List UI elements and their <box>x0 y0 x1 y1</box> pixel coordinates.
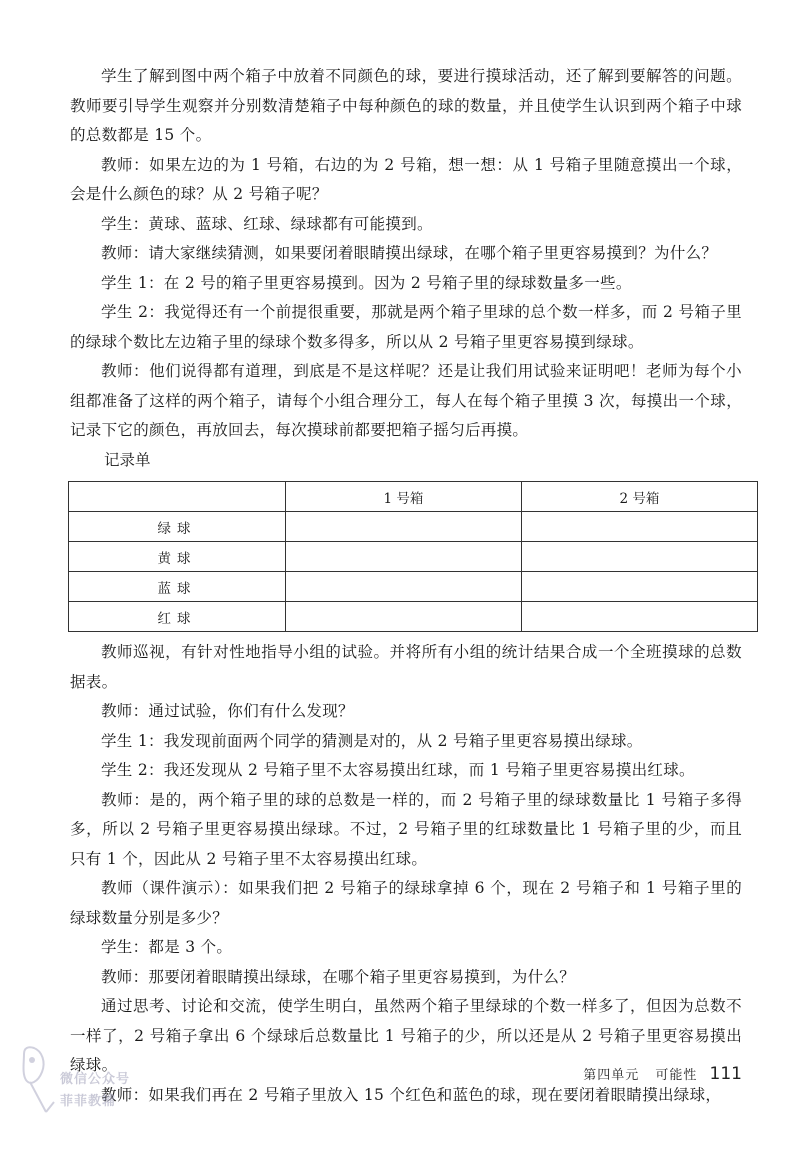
paragraph: 教师：如果我们再在 2 号箱子里放入 15 个红色和蓝色的球，现在要闭着眼睛摸出绿球， <box>101 1085 722 1104</box>
table-row <box>69 602 758 632</box>
paragraph: 教师：请大家继续猜测，如果要闭着眼睛摸出绿球，在哪个箱子里更容易摸到？为什么？ <box>101 244 718 262</box>
page-footer <box>583 1064 742 1084</box>
paragraph: 教师巡视，有针对性地指导小组的试验。并将所有小组的统计结果合成一个全班摸球的总数据表。 <box>70 643 742 691</box>
paragraph: 教师：是的，两个箱子里的球的总数是一样的，而 2 号箱子里的绿球数量比 1 号箱子多得多，所以 2 号箱子里更容易摸出绿球。不过，2 号箱子里的红球数量比 1 号箱子里的少，而且只有 1 个，因此从 2 号箱子里不太容易摸出红球。 <box>70 790 742 868</box>
empty-cell <box>522 602 758 632</box>
empty-cell <box>522 572 758 602</box>
record-sheet-table <box>68 481 758 632</box>
paragraph: 学生：都是 3 个。 <box>101 938 233 956</box>
table-row <box>69 572 758 602</box>
paragraph: 学生 2：我觉得还有一个前提很重要，那就是两个箱子里球的总个数一样多，而 2 号箱子里的绿球个数比左边箱子里的绿球个数多得多，所以从 2 号箱子里更容易摸到绿球。 <box>70 303 742 351</box>
paragraph: 教师：如果左边的为 1 号箱，右边的为 2 号箱，想一想：从 1 号箱子里随意摸出一个球，会是什么颜色的球？从 2 号箱子呢？ <box>70 155 742 203</box>
paragraph: 学生了解到图中两个箱子中放着不同颜色的球，要进行摸球活动，还了解到要解答的问题。教师要引导学生观察并分别数清楚箱子中每种颜色的球的数量，并且使学生认识到两个箱子中球的总数都是 15 个。 <box>70 67 742 144</box>
bottom-paragraphs <box>70 638 742 1110</box>
paragraph: 教师：他们说得都有道理，到底是不是这样呢？还是让我们用试验来证明吧！老师为每个小组都准备了这样的两个箱子，请每个小组合理分工，每人在每个箱子里摸 3 次，每摸出一个球，记录下它的颜色，再放回去，每次摸球前都要把箱子摇匀后再摸。 <box>70 362 742 439</box>
paragraph: 学生 1：我发现前面两个同学的猜测是对的，从 2 号箱子里更容易摸出绿球。 <box>101 731 643 750</box>
paragraph: 教师：那要闭着眼睛摸出绿球，在哪个箱子里更容易摸到，为什么？ <box>101 967 576 986</box>
footer-topic: 可能性 <box>655 1068 698 1083</box>
table-row <box>69 512 758 542</box>
row-label: 蓝球 <box>69 572 286 602</box>
watermark <box>16 1042 156 1122</box>
table-header-cell: 1 号箱 <box>286 482 522 512</box>
paragraph: 教师：通过试验，你们有什么发现？ <box>101 702 354 720</box>
empty-cell <box>286 542 522 572</box>
record-sheet-title: 记录单 <box>104 450 151 469</box>
table-header-cell: 2 号箱 <box>522 482 758 512</box>
row-label: 绿球 <box>69 512 286 542</box>
empty-cell <box>286 512 522 542</box>
footer-unit: 第四单元 <box>583 1068 640 1083</box>
paragraph: 学生 2：我还发现从 2 号箱子里不太容易摸出红球，而 1 号箱子里更容易摸出红球。 <box>101 761 695 779</box>
table-row <box>69 542 758 572</box>
paragraph: 学生：黄球、蓝球、红球、绿球都有可能摸到。 <box>101 214 433 233</box>
table-header-row <box>69 482 758 512</box>
page-number: 111 <box>709 1064 742 1084</box>
paragraph: 通过思考、讨论和交流，使学生明白，虽然两个箱子里绿球的个数一样多了，但因为总数不一样了，2 号箱子拿出 6 个绿球后总数量比 1 号箱子的少，所以还是从 2 号箱子里更容易摸出绿球。 <box>70 997 742 1074</box>
top-paragraphs <box>70 62 742 446</box>
row-label: 黄球 <box>69 542 286 572</box>
paragraph: 教师（课件演示）：如果我们把 2 号箱子的绿球拿掉 6 个，现在 2 号箱子和 1 号箱子里的绿球数量分别是多少？ <box>70 879 742 927</box>
watermark-logo-icon <box>16 1042 64 1122</box>
empty-cell <box>522 512 758 542</box>
row-label: 红球 <box>69 602 286 632</box>
watermark-text: 微信公众号 <box>60 1072 131 1087</box>
watermark-text: 菲菲教辅 <box>60 1094 117 1109</box>
paragraph: 学生 1：在 2 号的箱子里更容易摸到。因为 2 号箱子里的绿球数量多一些。 <box>101 273 632 292</box>
empty-cell <box>286 572 522 602</box>
page-content <box>70 62 742 1110</box>
empty-cell <box>286 602 522 632</box>
table-header-cell <box>69 482 286 512</box>
empty-cell <box>522 542 758 572</box>
